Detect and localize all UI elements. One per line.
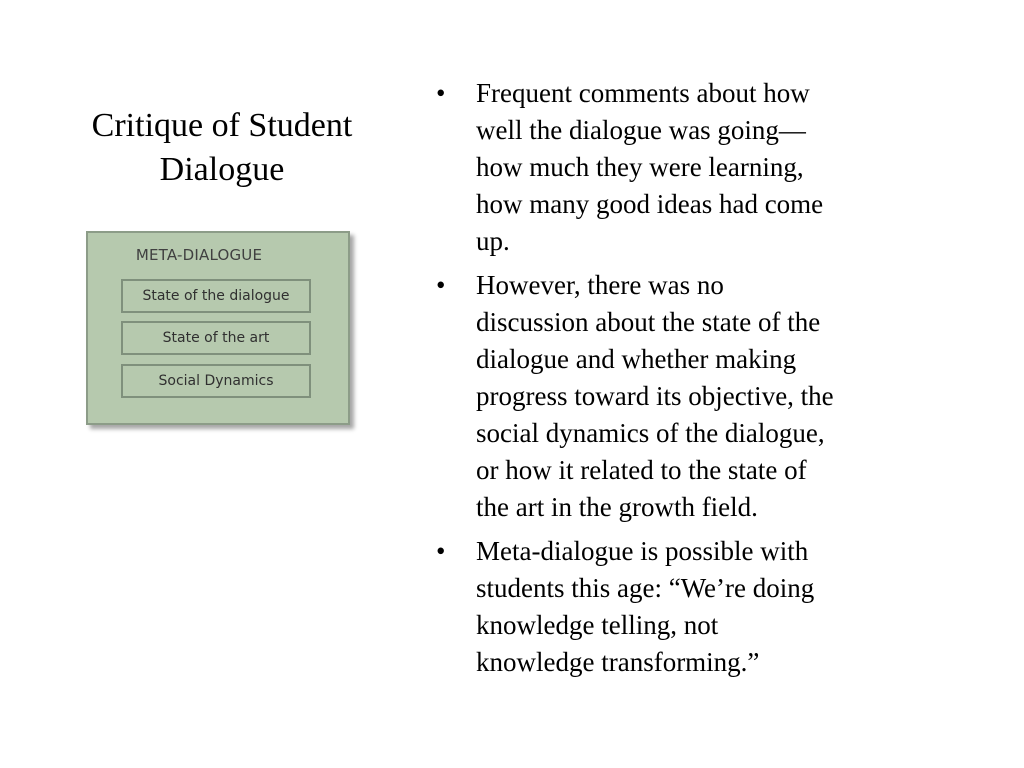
bullet-line: However, there was no (476, 270, 724, 300)
bullet-line: the art in the growth field. (476, 492, 758, 522)
bullet-line: Meta-dialogue is possible with (476, 536, 809, 566)
bullet-line: how many good ideas had come (476, 189, 824, 219)
bullet-line: students this age: “We’re doing (476, 573, 815, 603)
bullet-line: discussion about the state of the (476, 307, 821, 337)
bullet-line: dialogue and whether making (476, 344, 797, 374)
bullet-list (436, 75, 936, 688)
bullet-line: knowledge transforming.” (476, 647, 760, 677)
slide-title (48, 104, 396, 192)
title-line: Critique of Student (91, 107, 353, 144)
bullet-line: progress toward its objective, the (476, 381, 834, 411)
bullet-line: knowledge telling, not (476, 610, 719, 640)
bullet-item (436, 267, 936, 526)
bullet-item (436, 533, 936, 681)
bullet-line: up. (476, 226, 510, 256)
meta-dialogue-diagram (86, 231, 350, 425)
bullet-line: Frequent comments about how (476, 78, 810, 108)
bullet-marker: • (436, 270, 446, 300)
bullet-marker: • (436, 78, 446, 108)
bullet-marker: • (436, 536, 446, 566)
diagram-box-state-of-art: State of the art (121, 321, 311, 355)
diagram-box-social-dynamics: Social Dynamics (121, 364, 311, 398)
bullet-line: how much they were learning, (476, 152, 804, 182)
diagram-box-state-of-dialogue: State of the dialogue (121, 279, 311, 313)
diagram-heading: META-DIALOGUE (135, 246, 263, 264)
title-line: Dialogue (159, 151, 285, 188)
bullet-line: or how it related to the state of (476, 455, 807, 485)
bullet-line: social dynamics of the dialogue, (476, 418, 825, 448)
bullet-item (436, 75, 936, 260)
bullet-line: well the dialogue was going— (476, 115, 806, 145)
